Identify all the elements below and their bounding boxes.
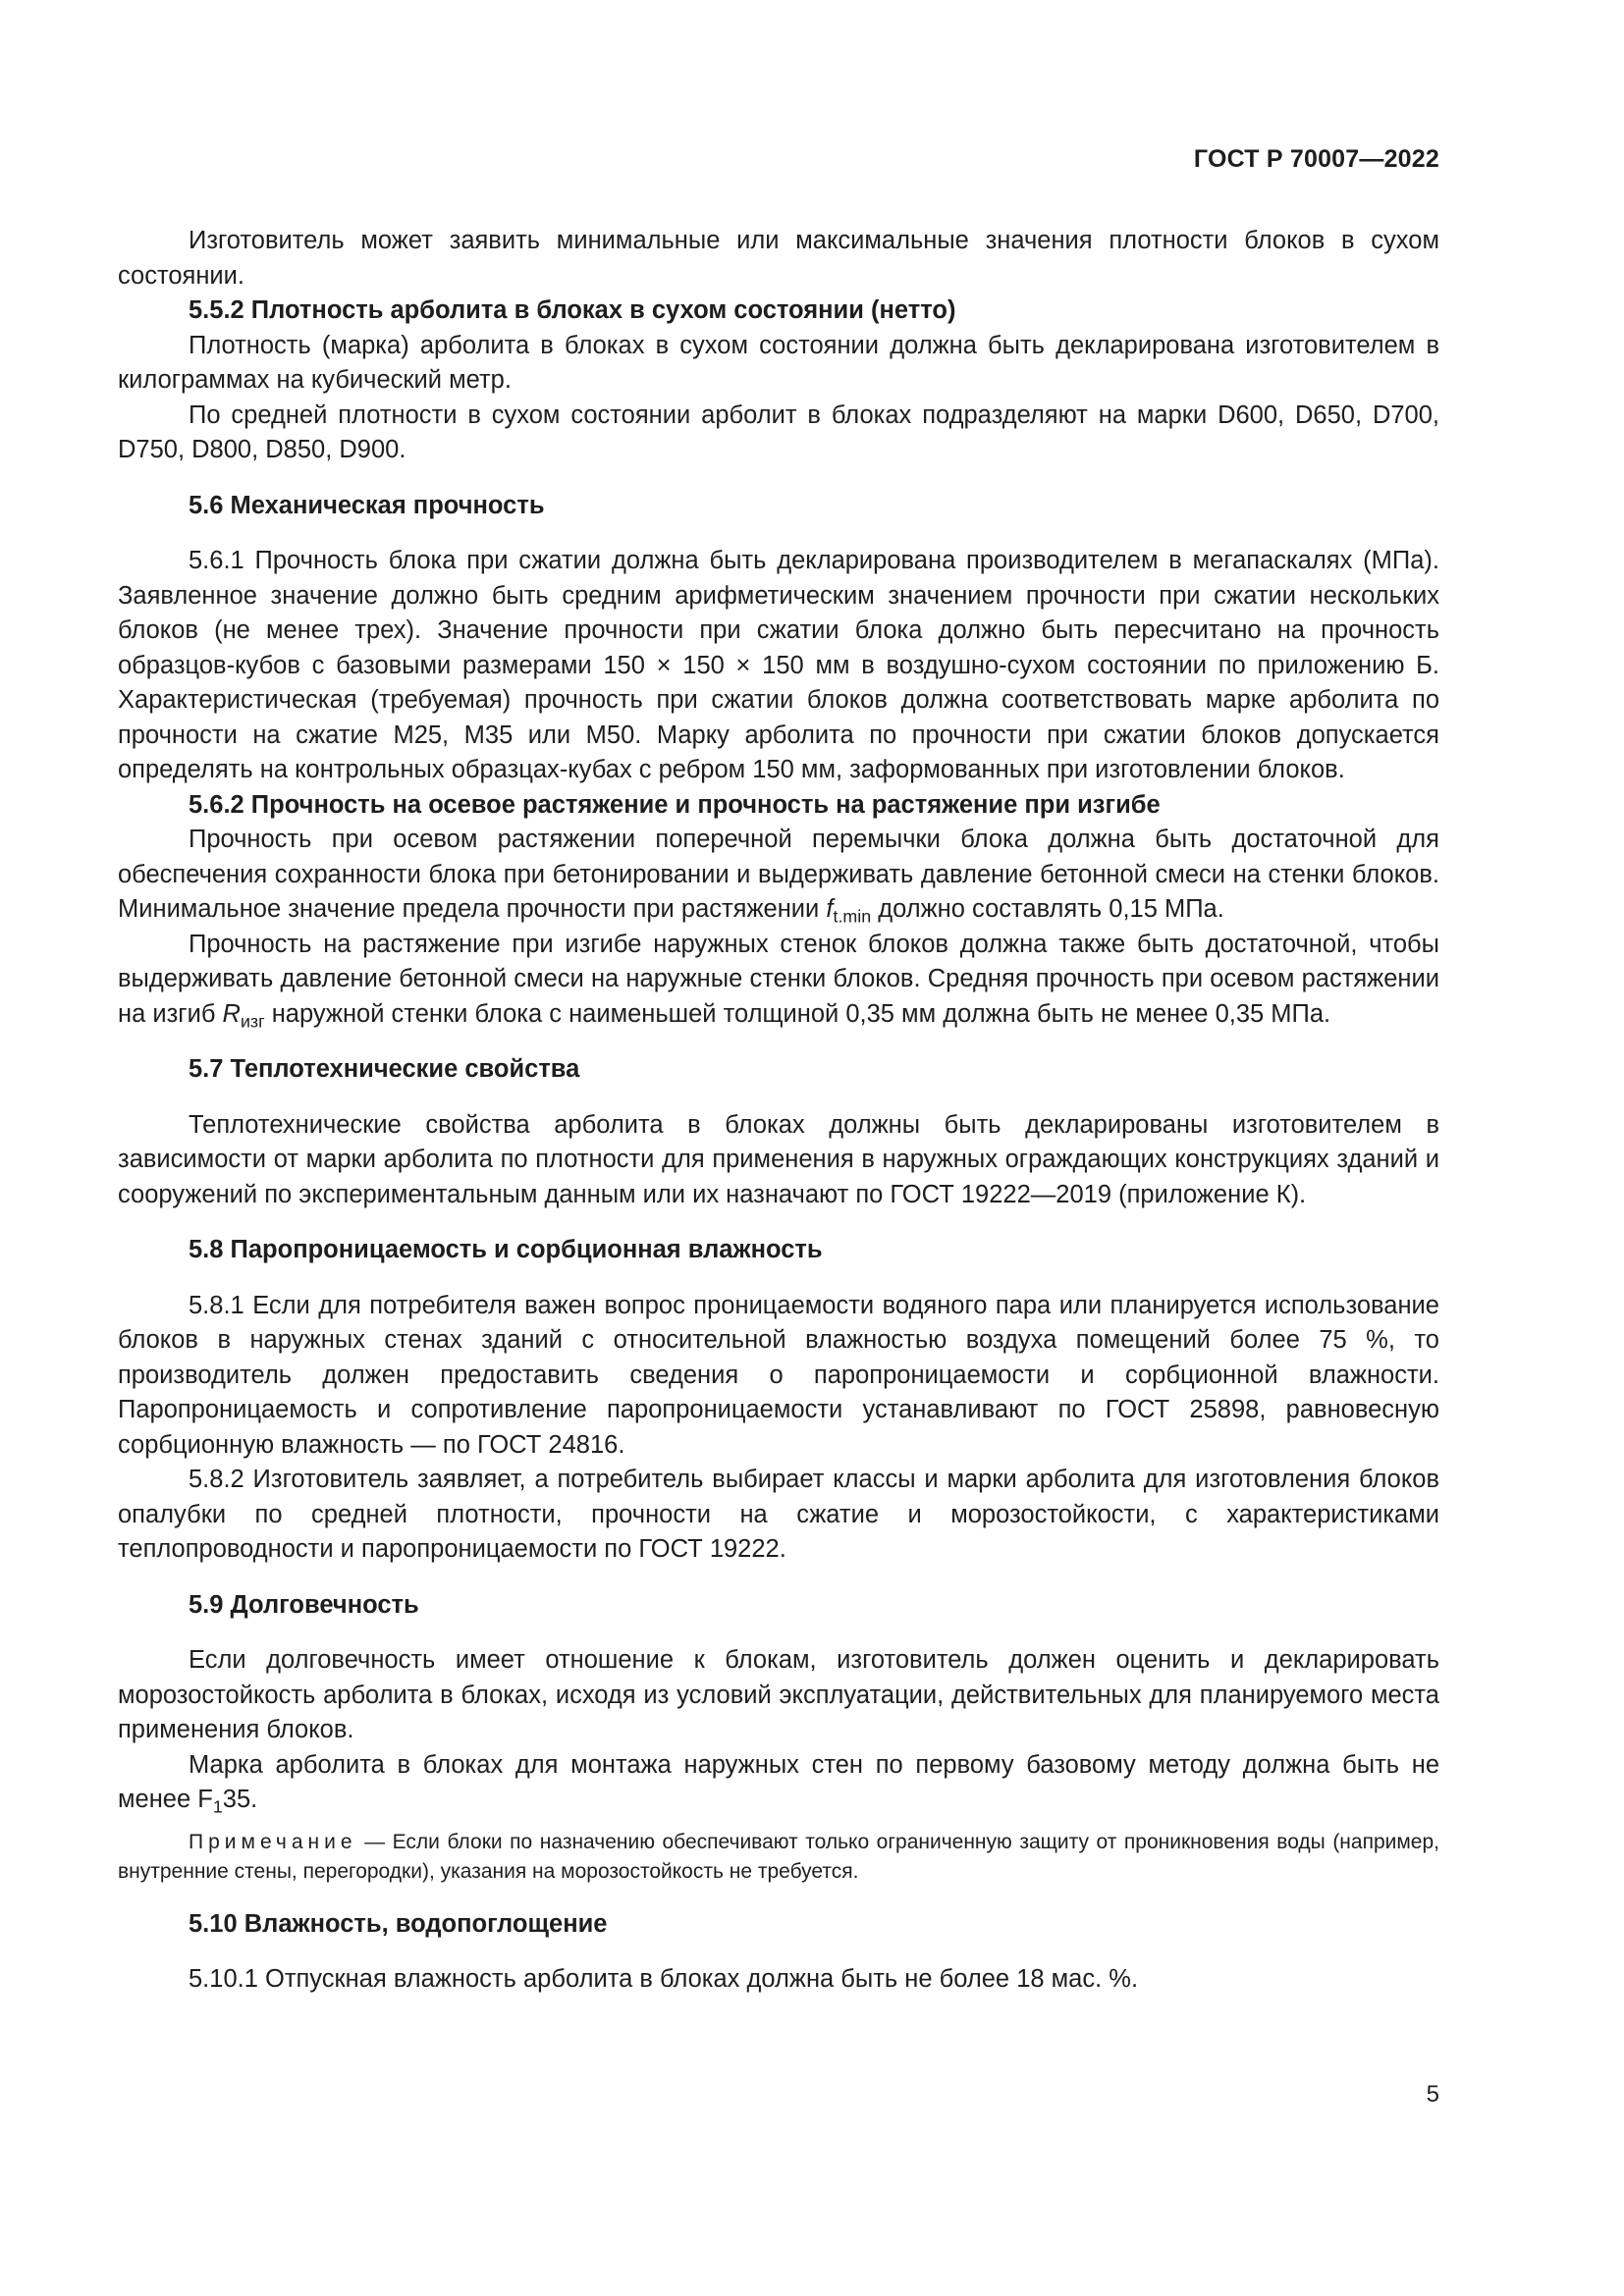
paragraph: 5.8.1 Если для потребителя важен вопрос проницаемости водяного пара или планируется использование блоков в наружных стенах зданий с относительной влажностью воздуха помещений более 75 %, то производитель должен предоставить сведения о паропроницаемости и сорбционной влажности. Паропроницаемость и сопротивление паропроницаемости устанавливают по ГОСТ 25898, равновесную сорбционную влажность — по ГОСТ 24816. — [118, 1291, 1439, 1459]
paragraph-tensile — [118, 823, 1439, 928]
heading-5-8: 5.8 Паропроницаемость и сорбционная влажность — [189, 1236, 823, 1263]
heading-5-6-2: 5.6.2 Прочность на осевое растяжение и прочность на растяжение при изгибе — [189, 790, 1161, 819]
paragraph-bending — [118, 928, 1439, 1033]
subscript-izg: изг — [240, 1010, 265, 1031]
subscript-1: 1 — [212, 1796, 223, 1817]
paragraph: Если долговечность имеет отношение к блокам, изготовитель должен оценить и декларировать морозостойкость арболита в блоках, исходя из условий эксплуатации, действительных для планируемого места применения блоков. — [118, 1646, 1439, 1743]
heading-5-7: 5.7 Теплотехнические свойства — [189, 1055, 580, 1083]
paragraph: Теплотехнические свойства арболита в блоках должны быть декларированы изготовителем в зависимости от марки арболита по плотности для применения в наружных ограждающих конструкциях зданий и сооружений по экспериментальным данным или их назначают по ГОСТ 19222—2019 (приложение К). — [118, 1110, 1439, 1208]
paragraph: 5.8.2 Изготовитель заявляет, а потребитель выбирает классы и марки арболита для изготовления блоков опалубки по средней плотности, прочности на сжатие и морозостойкости, с характеристиками теплопроводности и паропроницаемости по ГОСТ 19222. — [118, 1466, 1439, 1563]
symbol-f: f — [826, 895, 834, 923]
paragraph-frost — [118, 1748, 1439, 1818]
document-header-id: ГОСТ Р 70007—2022 — [1193, 145, 1439, 173]
text: 35. — [222, 1786, 258, 1813]
paragraph: 5.10.1 Отпускная влажность арболита в блоках должна быть не более 18 мас. %. — [189, 1965, 1139, 1993]
heading-5-5-2: 5.5.2 Плотность арболита в блоках в сухом состоянии (нетто) — [189, 296, 956, 324]
paragraph: По средней плотности в сухом состоянии арболит в блоках подразделяют на марки D600, D650, D700, D750, D800, D850, D900. — [118, 400, 1439, 463]
text: должно составлять 0,15 МПа. — [871, 895, 1224, 923]
document-body — [118, 224, 1439, 1998]
paragraph: Изготовитель может заявить минимальные или максимальные значения плотности блоков в сухом состоянии. — [118, 227, 1439, 290]
symbol-r: R — [222, 999, 241, 1028]
note — [118, 1828, 1439, 1887]
heading-5-9: 5.9 Долговечность — [189, 1590, 419, 1619]
page-number: 5 — [1426, 2081, 1439, 2108]
text: Марка арболита в блоках для монтажа наружных стен по первому базовому методу должна быть не менее F — [118, 1750, 1439, 1813]
text: наружной стенки блока с наименьшей толщиной 0,35 мм должна быть не менее 0,35 МПа. — [264, 999, 1331, 1028]
paragraph: Плотность (марка) арболита в блоках в сухом состоянии должна быть декларирована изготовителем в килограммах на кубический метр. — [118, 331, 1439, 394]
heading-5-6: 5.6 Механическая прочность — [189, 491, 545, 519]
text: Прочность при осевом растяжении поперечной перемычки блока должна быть достаточной для обеспечения сохранности блока при бетонировании и выдерживать давление бетонной смеси на стенки блоков. Минимальное значение предела прочности при растяжении — [118, 826, 1439, 923]
note-text: — Если блоки по назначению обеспечивают только ограниченную защиту от проникновения воды (например, внутренние стены, перегородки), указания на морозостойкость не требуется. — [118, 1830, 1439, 1883]
heading-5-10: 5.10 Влажность, водопоглощение — [189, 1909, 608, 1938]
text: Прочность на растяжение при изгибе наружных стенок блоков должна также быть достаточной, чтобы выдерживать давление бетонной смеси на наружные стенки блоков. Средняя прочность при осевом растяжении на изгиб — [118, 930, 1439, 1028]
paragraph: 5.6.1 Прочность блока при сжатии должна быть декларирована производителем в мегапаскалях (МПа). Заявленное значение должно быть средним арифметическим значением прочности при сжатии нескольких блоков (не менее трех). Значение прочности при сжатии блока должно быть пересчитано на прочность образцов-кубов с базовыми размерами 150 × 150 × 150 мм в воздушно-сухом состоянии по приложению Б. Характеристическая (требуемая) прочность при сжатии блоков должна соответствовать марке арболита по прочности на сжатие М25, М35 или М50. Марку арболита по прочности при сжатии блоков допускается определять на контрольных образцах-кубах с ребром 150 мм, заформованных при изготовлении блоков. — [118, 547, 1439, 783]
subscript-t-min: t.min — [833, 906, 872, 927]
note-label: Примечание — [189, 1830, 357, 1853]
